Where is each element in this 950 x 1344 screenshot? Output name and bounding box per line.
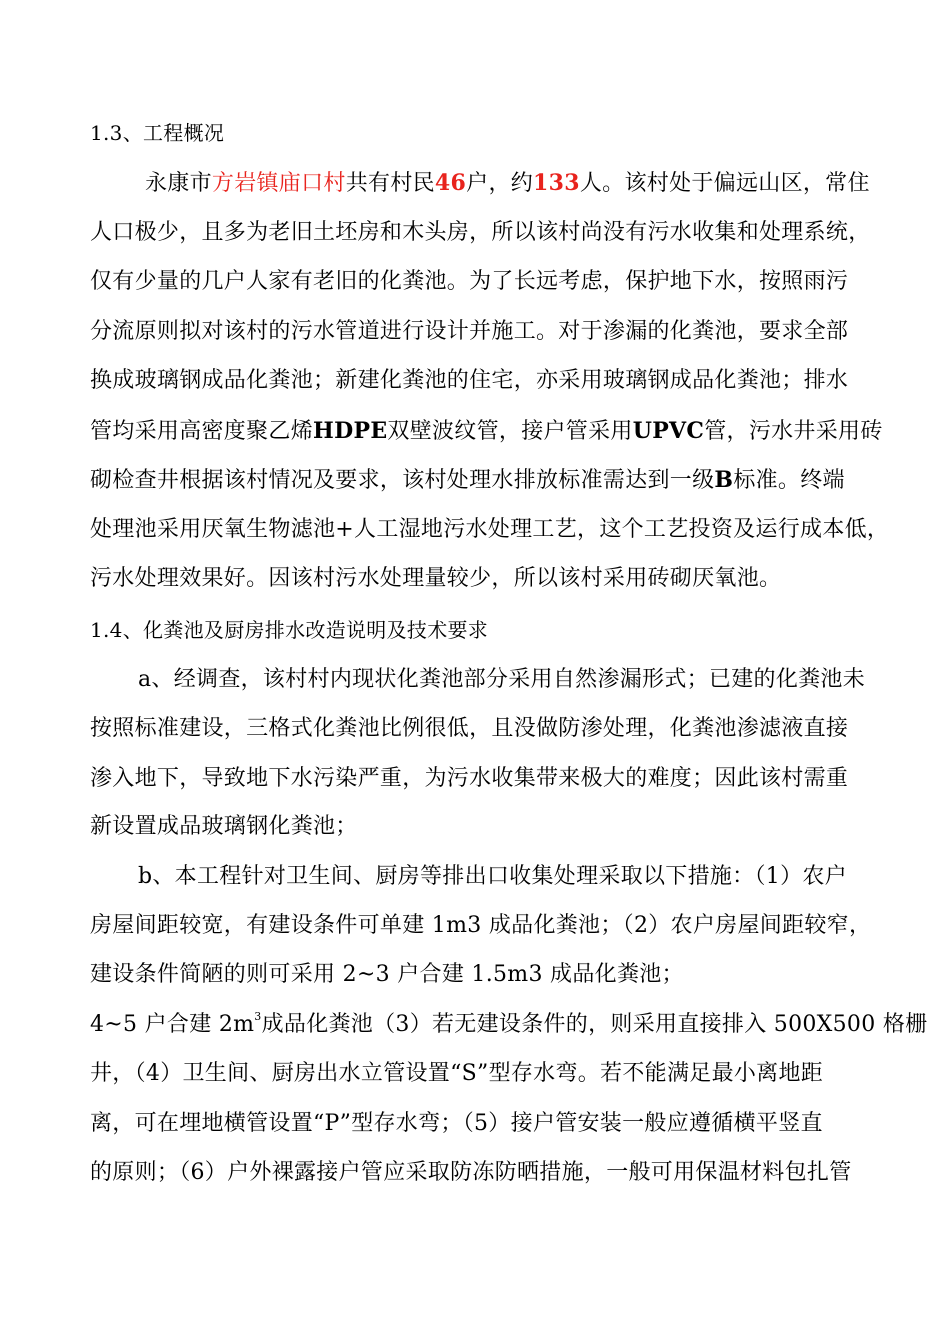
text-run: 管，污水井采用砖 — [704, 419, 883, 444]
paragraph-a-line-4: 新设置成品玻璃钢化粪池； — [90, 814, 358, 839]
text-run: 成品化粪池（3）若无建设条件的，则采用直接排入 500X500 格栅 — [261, 1012, 928, 1037]
grade-b-term: B — [714, 467, 734, 493]
text-run: 管均采用高密度聚乙烯 — [90, 419, 314, 444]
superscript-3: 3 — [254, 1010, 262, 1023]
text-run: 永康市 — [145, 171, 212, 196]
hdpe-term: HDPE — [313, 418, 388, 444]
paragraph-1-line-9: 污水处理效果好。因该村污水处理量较少，所以该村采用砖砌厌氧池。 — [90, 566, 782, 591]
paragraph-b-line-2: 房屋间距较宽，有建设条件可单建 1m3 成品化粪池；（2）农户房屋间距较窄， — [90, 913, 872, 938]
paragraph-a-line-2: 按照标准建设，三格式化粪池比例很低，且没做防渗处理，化粪池渗滤液直接 — [90, 716, 849, 741]
upvc-term: UPVC — [632, 418, 705, 444]
paragraph-1-line-2: 人口极少，且多为老旧土坯房和木头房，所以该村尚没有污水收集和处理系统， — [90, 220, 871, 245]
text-run: 4~5 户合建 2m — [90, 1012, 255, 1037]
section-heading-1-4: 1.4、化粪池及厨房排水改造说明及技术要求 — [90, 618, 489, 642]
paragraph-a-line-1: a、经调查，该村村内现状化粪池部分采用自然渗漏形式；已建的化粪池未 — [138, 667, 866, 692]
paragraph-1-line-6 — [90, 416, 883, 446]
paragraph-1-line-5: 换成玻璃钢成品化粪池；新建化粪池的住宅，亦采用玻璃钢成品化粪池；排水 — [90, 368, 849, 393]
section-heading-1-3: 1.3、工程概况 — [90, 121, 225, 145]
text-run: 共有村民 — [345, 171, 435, 196]
paragraph-1-line-8: 处理池采用厌氧生物滤池+人工湿地污水处理工艺，这个工艺投资及运行成本低， — [90, 517, 890, 542]
paragraph-b-line-5: 井，（4）卫生间、厨房出水立管设置“S”型存水弯。若不能满足最小离地距 — [90, 1061, 824, 1086]
paragraph-b-line-7: 的原则；（6）户外裸露接户管应采取防冻防晒措施，一般可用保温材料包扎管 — [90, 1160, 852, 1185]
paragraph-b-line-3: 建设条件简陋的则可采用 2~3 户合建 1.5m3 成品化粪池； — [90, 962, 684, 987]
text-run: 人。该村处于偏远山区，常住 — [579, 171, 870, 196]
paragraph-1-line-7 — [90, 465, 845, 495]
paragraph-1-line-4: 分流原则拟对该村的污水管道进行设计并施工。对于渗漏的化粪池，要求全部 — [90, 319, 849, 344]
paragraph-b-line-6: 离，可在埋地横管设置“P”型存水弯；（5）接户管安装一般应遵循横平竖直 — [90, 1111, 823, 1136]
paragraph-1-line-3: 仅有少量的几户人家有老旧的化粪池。为了长远考虑，保护地下水，按照雨污 — [90, 269, 849, 294]
text-run: 户，约 — [466, 171, 534, 196]
text-run: 双壁波纹管，接户管采用 — [387, 419, 633, 444]
paragraph-b-line-4 — [90, 1010, 927, 1040]
text-run: 标准。终端 — [733, 468, 845, 493]
place-name-highlight: 方岩镇庙口村 — [211, 171, 346, 196]
paragraph-b-line-1: b、本工程针对卫生间、厨房等排出口收集处理采取以下措施：（1）农户 — [138, 864, 847, 889]
paragraph-a-line-3: 渗入地下，导致地下水污染严重，为污水收集带来极大的难度；因此该村需重 — [90, 766, 849, 791]
household-count: 46 — [434, 170, 467, 196]
paragraph-1-line-1 — [145, 168, 870, 198]
text-run: 砌检查井根据该村情况及要求，该村处理水排放标准需达到一级 — [90, 468, 715, 493]
population-count: 133 — [533, 170, 580, 196]
